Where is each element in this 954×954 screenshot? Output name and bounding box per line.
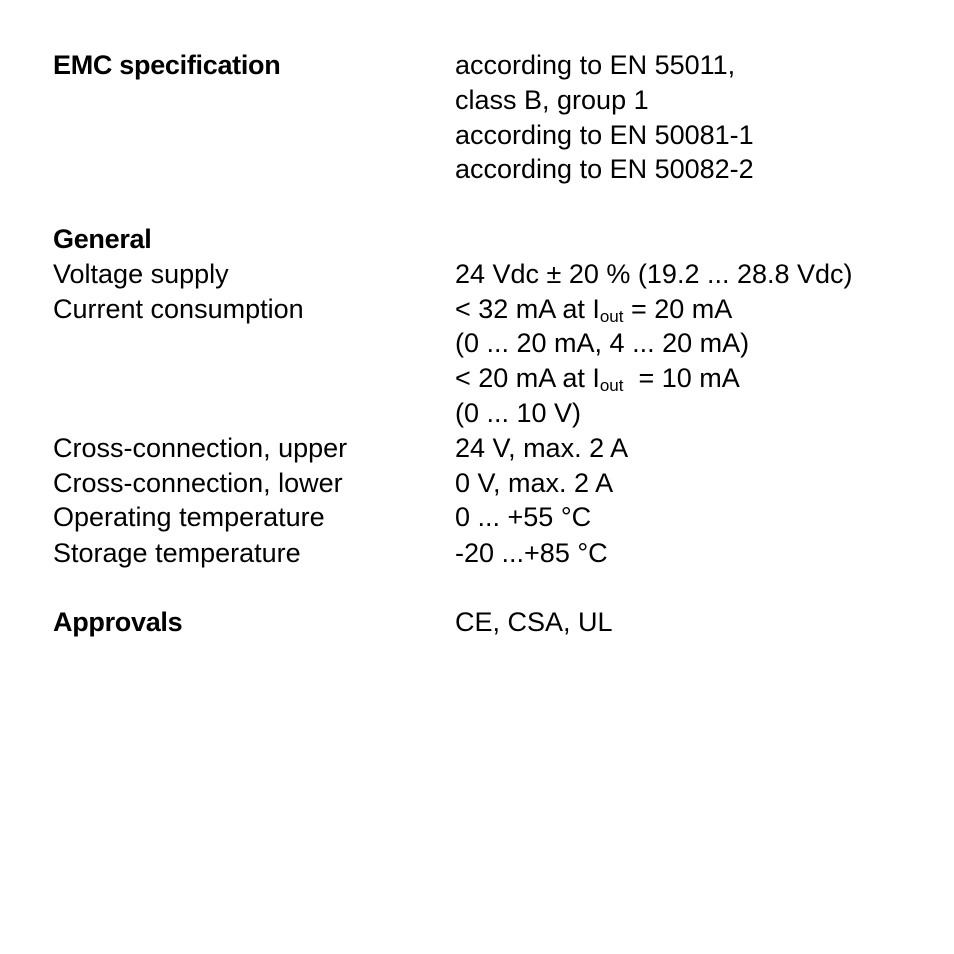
emc-row-1 — [0, 47, 954, 83]
current-consumption-value-2: (0 ... 20 mA, 4 ... 20 mA) — [455, 328, 750, 358]
current-consumption-row-1 — [0, 291, 954, 327]
emc-row-3 — [0, 117, 954, 153]
current-consumption-value-3 — [455, 360, 740, 396]
cross-connection-lower-label: Cross-connection, lower — [53, 468, 343, 498]
current-consumption-row-4 — [0, 395, 954, 431]
storage-temperature-row — [0, 535, 954, 571]
operating-temperature-value: 0 ... +55 °C — [455, 502, 592, 532]
current-1-prefix: < 32 mA at I — [455, 294, 600, 324]
current-3-prefix: < 20 mA at I — [455, 363, 600, 393]
storage-temperature-label: Storage temperature — [53, 538, 301, 568]
emc-row-2 — [0, 82, 954, 118]
emc-line-3: according to EN 50081-1 — [455, 120, 754, 150]
cross-connection-upper-label: Cross-connection, upper — [53, 433, 348, 463]
current-3-subscript: out — [599, 376, 624, 395]
emc-line-2: class B, group 1 — [455, 85, 649, 115]
general-heading: General — [53, 224, 152, 254]
operating-temperature-label: Operating temperature — [53, 502, 325, 532]
storage-temperature-value: -20 ...+85 °C — [455, 538, 608, 568]
current-1-suffix: = 20 mA — [623, 294, 733, 324]
voltage-supply-value: 24 Vdc ± 20 % (19.2 ... 28.8 Vdc) — [455, 259, 853, 289]
approvals-value: CE, CSA, UL — [455, 607, 613, 637]
voltage-supply-row — [0, 256, 954, 292]
operating-temperature-row — [0, 499, 954, 535]
current-consumption-label: Current consumption — [53, 294, 304, 324]
emc-line-1: according to EN 55011, — [455, 50, 736, 80]
current-consumption-value-1 — [455, 291, 732, 327]
emc-heading: EMC specification — [53, 50, 281, 80]
current-consumption-row-2 — [0, 325, 954, 361]
cross-connection-upper-row — [0, 430, 954, 466]
emc-line-4: according to EN 50082-2 — [455, 154, 754, 184]
general-heading-row — [0, 221, 954, 257]
current-consumption-value-4: (0 ... 10 V) — [455, 398, 582, 428]
emc-row-4 — [0, 151, 954, 187]
voltage-supply-label: Voltage supply — [53, 259, 229, 289]
current-consumption-row-3 — [0, 360, 954, 396]
current-1-subscript: out — [599, 307, 624, 326]
cross-connection-upper-value: 24 V, max. 2 A — [455, 433, 629, 463]
cross-connection-lower-row — [0, 465, 954, 501]
approvals-heading: Approvals — [53, 607, 183, 637]
current-3-suffix: = 10 mA — [623, 363, 740, 393]
cross-connection-lower-value: 0 V, max. 2 A — [455, 468, 614, 498]
approvals-row — [0, 604, 954, 640]
